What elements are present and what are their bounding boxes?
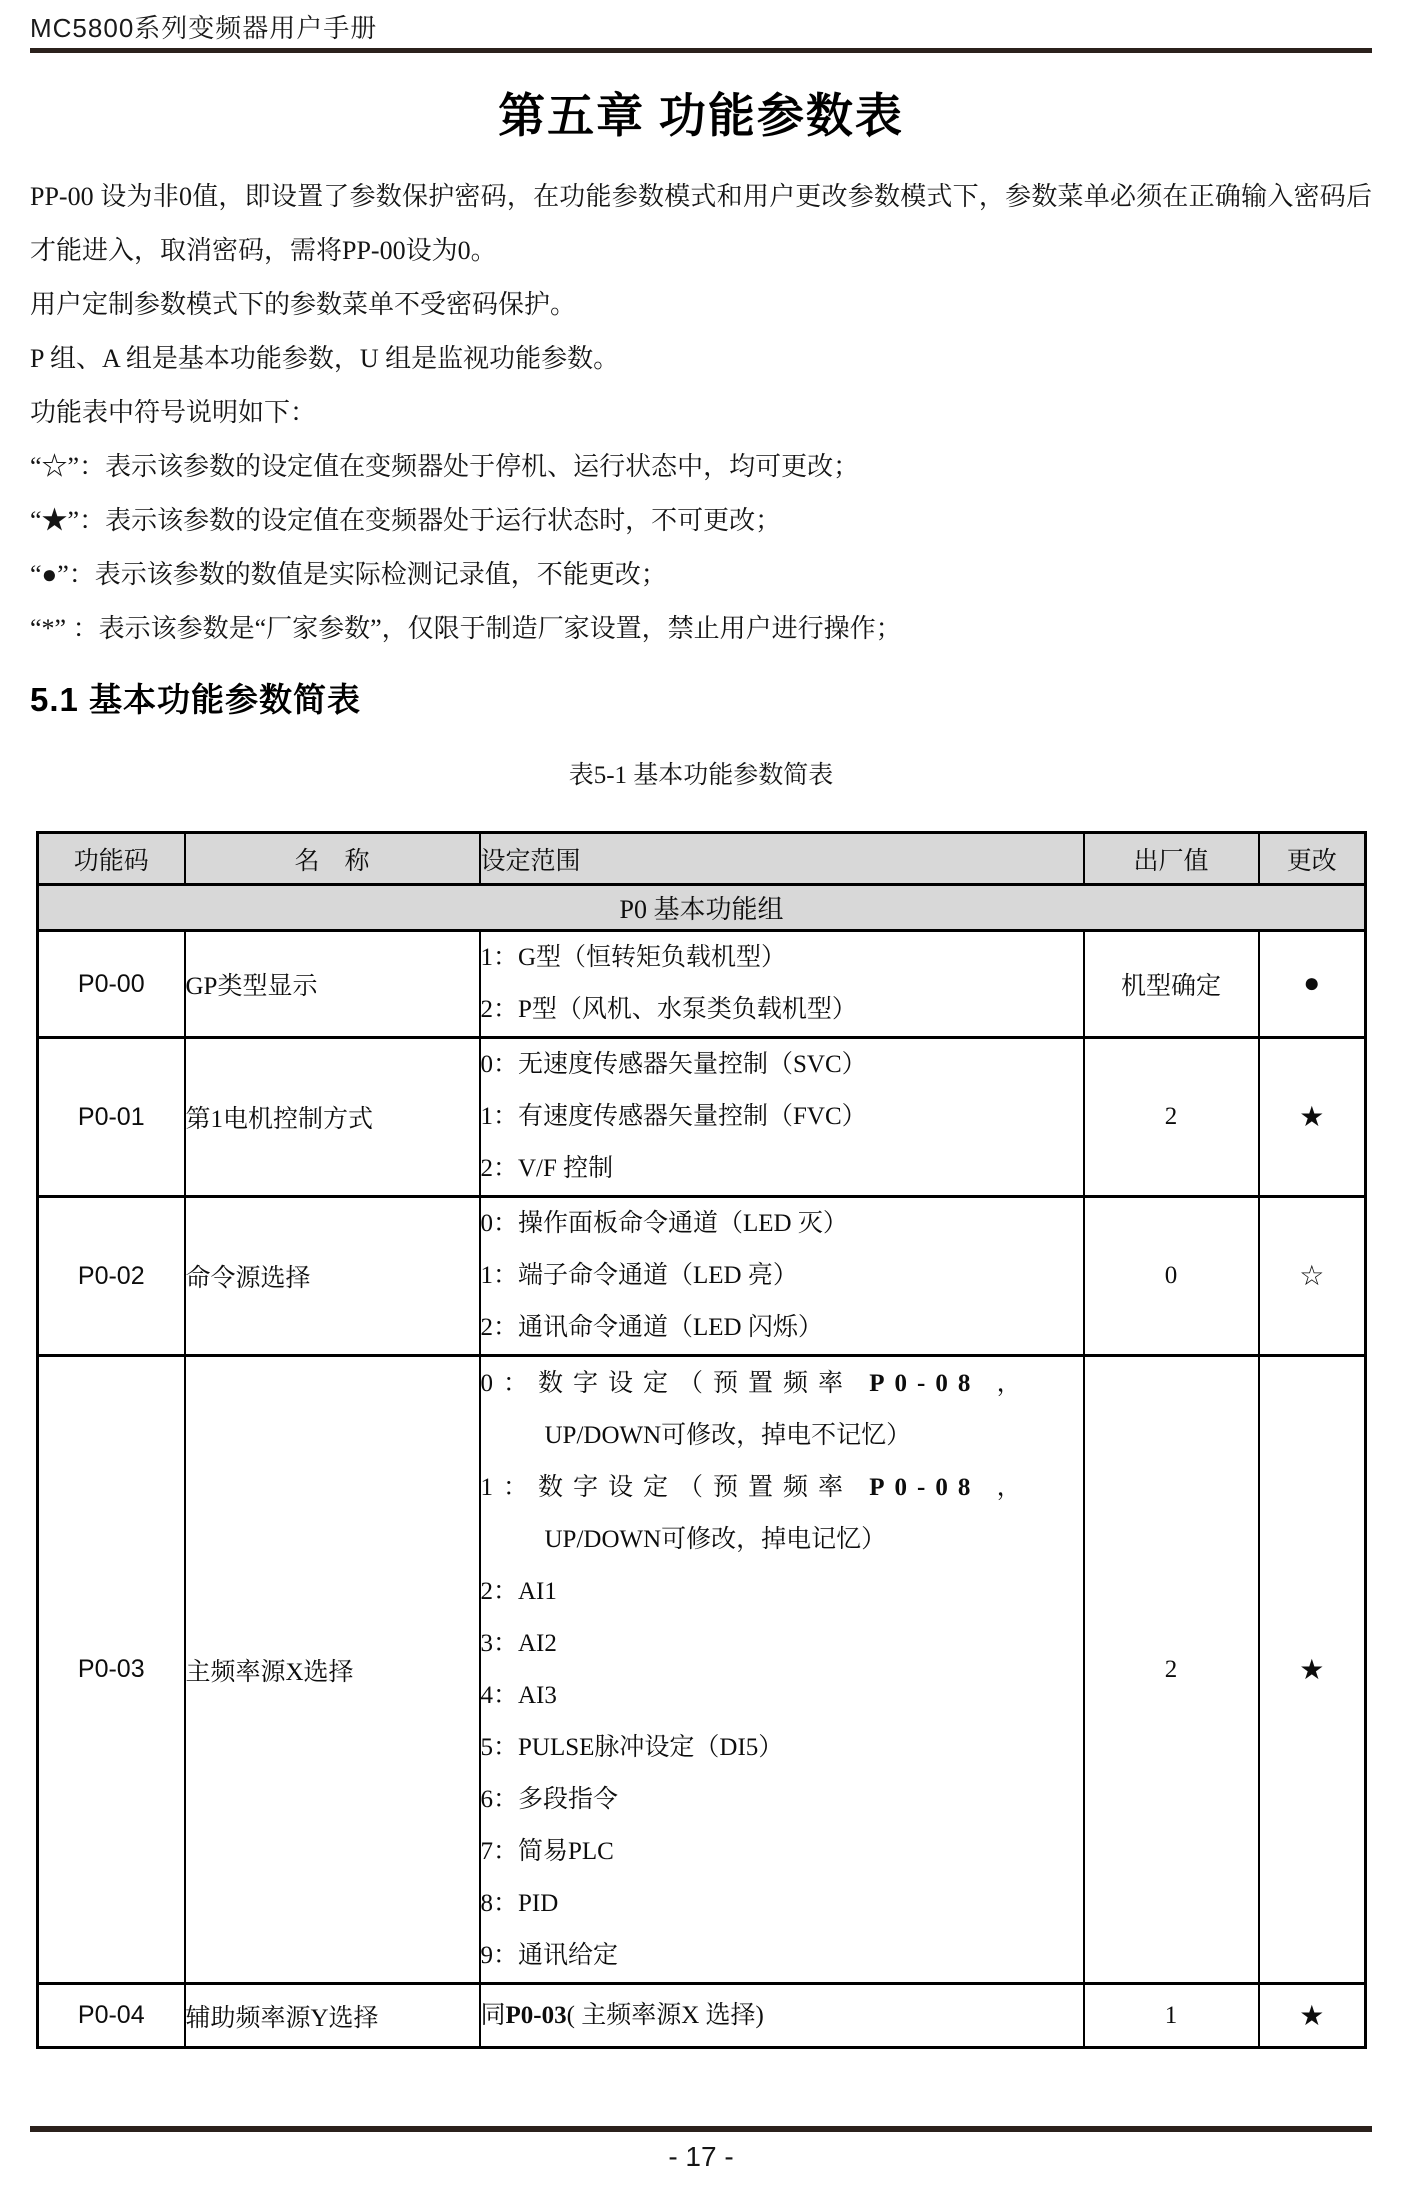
change-flag: ☆ (1259, 1197, 1366, 1356)
range-text: ( 主频率源X 选择) (566, 2001, 764, 2029)
range-line: 2：V/F 控制 (480, 1155, 614, 1182)
param-default: 0 (1084, 1197, 1259, 1356)
range-line-continuation: UP/DOWN可修改，掉电记忆） (544, 1525, 887, 1553)
range-line: 4：AI3 (480, 1681, 557, 1709)
param-name: 主频率源X选择 (185, 1356, 480, 1984)
range-line: 9：通讯给定 (480, 1941, 619, 1969)
table-row-p0-01 (38, 1038, 1366, 1197)
range-line (481, 1990, 1083, 2042)
range-text: ， (980, 1473, 1032, 1501)
param-code: P0-01 (38, 1038, 185, 1197)
range-text: 0：数字设定（预置频率 (480, 1369, 870, 1397)
range-line: 2：AI1 (480, 1577, 557, 1605)
range-line: 2：P型（风机、水泵类负载机型） (480, 996, 857, 1023)
range-line: 8：PID (480, 1889, 559, 1917)
change-flag: ★ (1259, 1356, 1366, 1984)
table-row-p0-00 (38, 931, 1366, 1038)
param-code: P0-04 (38, 1984, 185, 2048)
symbol-note-solid-star: “★”：表示该参数的设定值在变频器处于运行状态时，不可更改； (30, 506, 782, 535)
param-range (480, 1038, 1084, 1197)
table-header-row (38, 833, 1366, 885)
param-default: 2 (1084, 1356, 1259, 1984)
change-flag: ★ (1259, 1984, 1366, 2048)
page-number: - 17 - (668, 2141, 734, 2172)
paragraph-user-custom-note: 用户定制参数模式下的参数菜单不受密码保护。 (30, 290, 577, 319)
range-line (481, 1462, 1083, 1514)
params-table (36, 831, 1367, 2049)
param-range (480, 931, 1084, 1038)
page-header (30, 0, 1372, 53)
group-header-label: P0 基本功能组 (38, 885, 1366, 931)
symbol-note-hollow-star: “☆”：表示该参数的设定值在变频器处于停机、运行状态中，均可更改； (30, 452, 860, 481)
range-param-ref: P0-08 (869, 1473, 981, 1501)
body-text (30, 170, 1372, 656)
param-code: P0-02 (38, 1197, 185, 1356)
table-caption: 表5-1 基本功能参数简表 (568, 762, 834, 789)
range-param-ref: P0-03 (505, 2001, 567, 2029)
table-row-p0-04 (38, 1984, 1366, 2048)
param-code: P0-00 (38, 931, 185, 1038)
range-line: 3：AI2 (480, 1629, 557, 1657)
column-header-default: 出厂值 (1084, 833, 1259, 885)
range-text: 1：数字设定（预置频率 (480, 1473, 870, 1501)
param-name: 辅助频率源Y选择 (185, 1984, 480, 2048)
range-line: 2：通讯命令通道（LED 闪烁） (480, 1314, 823, 1341)
column-header-code: 功能码 (38, 833, 185, 885)
range-line: 0：无速度传感器矢量控制（SVC） (480, 1051, 867, 1078)
param-name: GP类型显示 (185, 931, 480, 1038)
range-line: 1：有速度传感器矢量控制（FVC） (480, 1103, 867, 1130)
chapter-title: 第五章 功能参数表 (498, 91, 904, 143)
param-name: 第1电机控制方式 (185, 1038, 480, 1197)
range-line (481, 1358, 1083, 1410)
param-range (480, 1197, 1084, 1356)
column-header-range: 设定范围 (480, 833, 1084, 885)
paragraph-symbols-intro: 功能表中符号说明如下： (30, 398, 317, 427)
param-default: 2 (1084, 1038, 1259, 1197)
range-line: 7：简易PLC (480, 1837, 614, 1865)
column-header-change: 更改 (1259, 833, 1366, 885)
param-default: 机型确定 (1084, 931, 1259, 1038)
range-line: 5：PULSE脉冲设定（DI5） (480, 1733, 784, 1761)
change-flag: ★ (1259, 1038, 1366, 1197)
range-text: ， (980, 1369, 1032, 1397)
change-flag: ● (1259, 931, 1366, 1038)
symbol-note-asterisk: “*” ：表示该参数是“厂家参数”，仅限于制造厂家设置，禁止用户进行操作； (30, 614, 902, 643)
manual-title: MC5800系列变频器用户手册 (30, 13, 378, 43)
param-code: P0-03 (38, 1356, 185, 1984)
range-line: 0：操作面板命令通道（LED 灭） (480, 1210, 848, 1237)
section-heading: 5.1 基本功能参数简表 (30, 681, 362, 718)
table-row-p0-03 (38, 1356, 1366, 1984)
column-header-name: 名 称 (185, 833, 480, 885)
page-footer (30, 2126, 1372, 2173)
footer-rule (30, 2126, 1372, 2132)
table-row-p0-02 (38, 1197, 1366, 1356)
paragraph-group-note: P 组、A 组是基本功能参数，U 组是监视功能参数。 (30, 344, 620, 373)
range-text: 同 (480, 2001, 506, 2029)
range-line: 1：G型（恒转矩负载机型） (480, 944, 787, 971)
paragraph-password-note: PP-00 设为非0值，即设置了参数保护密码，在功能参数模式和用户更改参数模式下，参数菜单必须在正确输入密码后才能进入，取消密码，需将PP-00设为0。 (30, 182, 1372, 265)
range-line: 6：多段指令 (480, 1785, 619, 1813)
param-name: 命令源选择 (185, 1197, 480, 1356)
group-header-row (38, 885, 1366, 931)
range-line: 1：端子命令通道（LED 亮） (480, 1262, 798, 1289)
symbol-note-circle: “●”：表示该参数的数值是实际检测记录值，不能更改； (30, 560, 667, 589)
param-range (480, 1356, 1084, 1984)
range-line-continuation: UP/DOWN可修改，掉电不记忆） (544, 1421, 912, 1449)
param-range (480, 1984, 1084, 2048)
param-default: 1 (1084, 1984, 1259, 2048)
range-param-ref: P0-08 (869, 1369, 981, 1397)
